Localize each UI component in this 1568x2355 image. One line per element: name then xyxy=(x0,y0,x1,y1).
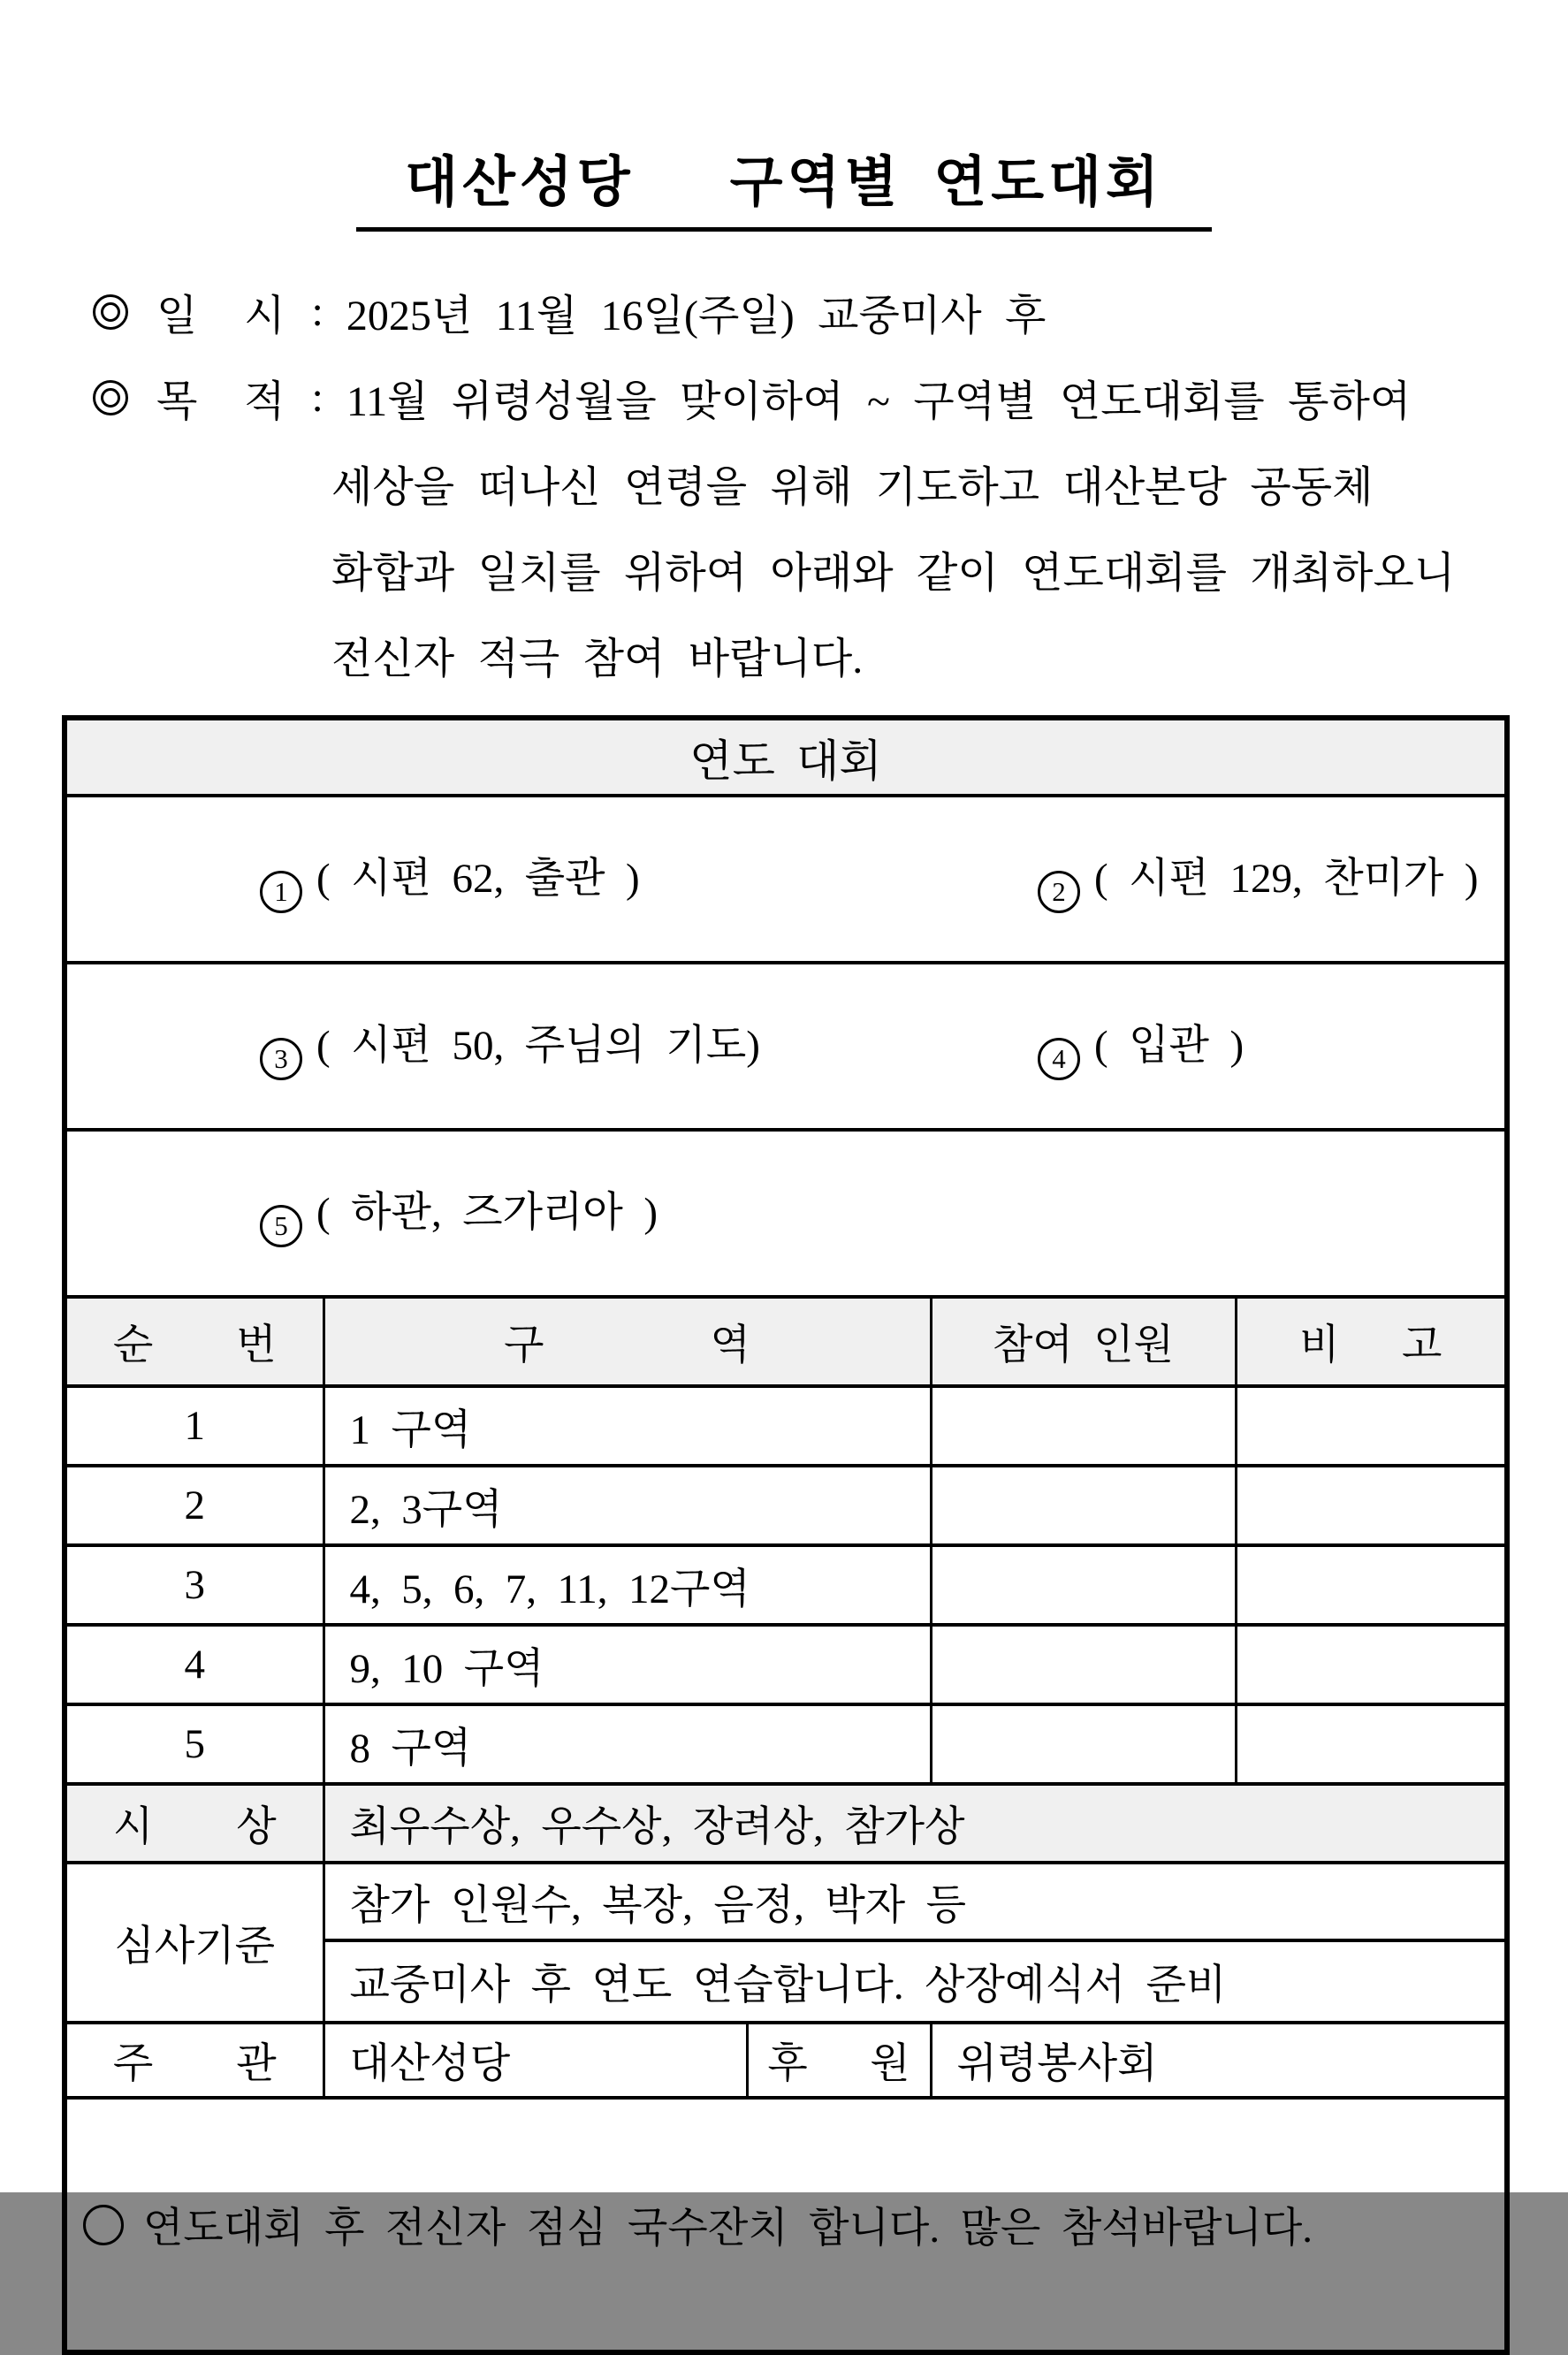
psalm-text: ( 시편 129, 찬미가 ) xyxy=(1094,856,1479,903)
circled-number-icon: 5 xyxy=(260,1205,302,1247)
bullseye-icon xyxy=(93,380,128,415)
cell-no: 5 xyxy=(65,1704,323,1784)
criteria-line-2: 교중미사 후 연도 연습합니다. 상장예식서 준비 xyxy=(323,1940,1507,2023)
psalm-row-1 xyxy=(65,796,1507,963)
notice-section xyxy=(93,269,1506,697)
psalm-text: ( 시편 50, 주님의 기도) xyxy=(316,1023,760,1070)
cell-district: 9, 10 구역 xyxy=(323,1625,931,1704)
host-label: 주 관 xyxy=(65,2023,323,2098)
cell-no: 4 xyxy=(65,1625,323,1704)
cell-district: 1 구역 xyxy=(323,1386,931,1466)
award-label: 시 상 xyxy=(65,1784,323,1863)
cell-district: 8 구역 xyxy=(323,1704,931,1784)
criteria-line-1: 참가 인원수, 복장, 음정, 박자 등 xyxy=(323,1863,1507,1940)
psalm-row-2 xyxy=(65,963,1507,1130)
host-value: 대산성당 xyxy=(323,2023,747,2098)
circled-number-icon: 3 xyxy=(260,1038,302,1080)
cell-no: 3 xyxy=(65,1545,323,1625)
purpose-continuation-line: 화합과 일치를 위하여 아래와 같이 연도대회를 개최하오니 xyxy=(331,550,1456,598)
notice-text: 11월 위령성월을 맞이하여 ~ 구역별 연도대회를 통하여 xyxy=(346,378,1412,426)
psalm-item xyxy=(260,1190,658,1242)
notice-item-datetime xyxy=(93,269,1506,354)
table-row xyxy=(65,1625,1507,1704)
table-row xyxy=(65,1704,1507,1784)
sponsor-value: 위령봉사회 xyxy=(931,2023,1507,2098)
psalm-item xyxy=(260,845,1038,913)
cell-no: 1 xyxy=(65,1386,323,1466)
table-row xyxy=(65,1545,1507,1625)
col-header-note: 비 고 xyxy=(1236,1297,1507,1386)
cell-note xyxy=(1236,1466,1507,1545)
col-header-no: 순 번 xyxy=(65,1297,323,1386)
notice-text: 2025년 11월 16일(주일) 교중미사 후 xyxy=(346,293,1047,340)
cell-district: 4, 5, 6, 7, 11, 12구역 xyxy=(323,1545,931,1625)
notice-label: 일 시 xyxy=(156,293,285,340)
bullseye-icon xyxy=(93,294,128,330)
col-header-participants: 참여 인원 xyxy=(931,1297,1236,1386)
cell-district: 2, 3구역 xyxy=(323,1466,931,1545)
title-wrap xyxy=(0,0,1568,232)
circle-icon xyxy=(83,2205,124,2245)
notice-item-purpose xyxy=(93,354,1506,440)
notice-colon: : xyxy=(311,374,323,422)
purpose-continuation-line: 세상을 떠나신 연령을 위해 기도하고 대산본당 공동체 xyxy=(331,464,1374,512)
table-title: 연도 대회 xyxy=(65,718,1507,796)
cell-participants xyxy=(931,1545,1236,1625)
notice-label: 목 적 xyxy=(156,378,285,426)
sponsor-label: 후 원 xyxy=(747,2023,931,2098)
notice-colon: : xyxy=(311,288,323,336)
psalm-text: ( 하관, 즈가리아 ) xyxy=(316,1190,658,1237)
circled-number-icon: 4 xyxy=(1038,1038,1080,1080)
psalm-row-3 xyxy=(65,1130,1507,1297)
psalm-item xyxy=(260,1012,1038,1080)
purpose-continuation-line: 전신자 적극 참여 바랍니다. xyxy=(331,636,864,683)
circled-number-icon: 1 xyxy=(260,871,302,913)
criteria-label: 심사기준 xyxy=(65,1863,323,2023)
psalm-text: ( 시편 62, 출관 ) xyxy=(316,856,640,903)
cell-participants xyxy=(931,1625,1236,1704)
yeondo-table xyxy=(62,715,1510,2355)
col-header-district: 구 역 xyxy=(323,1297,931,1386)
footer-note-row xyxy=(65,2098,1507,2352)
cell-participants xyxy=(931,1386,1236,1466)
award-value: 최우수상, 우수상, 장려상, 참가상 xyxy=(323,1784,1507,1863)
cell-participants xyxy=(931,1704,1236,1784)
table-row xyxy=(65,1386,1507,1466)
cell-no: 2 xyxy=(65,1466,323,1545)
psalm-item xyxy=(1038,856,1479,908)
cell-note xyxy=(1236,1625,1507,1704)
table-row xyxy=(65,1466,1507,1545)
cell-note xyxy=(1236,1386,1507,1466)
cell-note xyxy=(1236,1704,1507,1784)
cell-note xyxy=(1236,1545,1507,1625)
cell-participants xyxy=(931,1466,1236,1545)
psalm-item xyxy=(1038,1023,1245,1075)
circled-number-icon: 2 xyxy=(1038,871,1080,913)
page-title: 대산성당 구역별 연도대회 xyxy=(356,152,1212,232)
psalm-text: ( 입관 ) xyxy=(1094,1023,1245,1070)
footer-note-text: 연도대회 후 전신자 점심 국수잔치 합니다. 많은 참석바랍니다. xyxy=(143,2206,1313,2252)
